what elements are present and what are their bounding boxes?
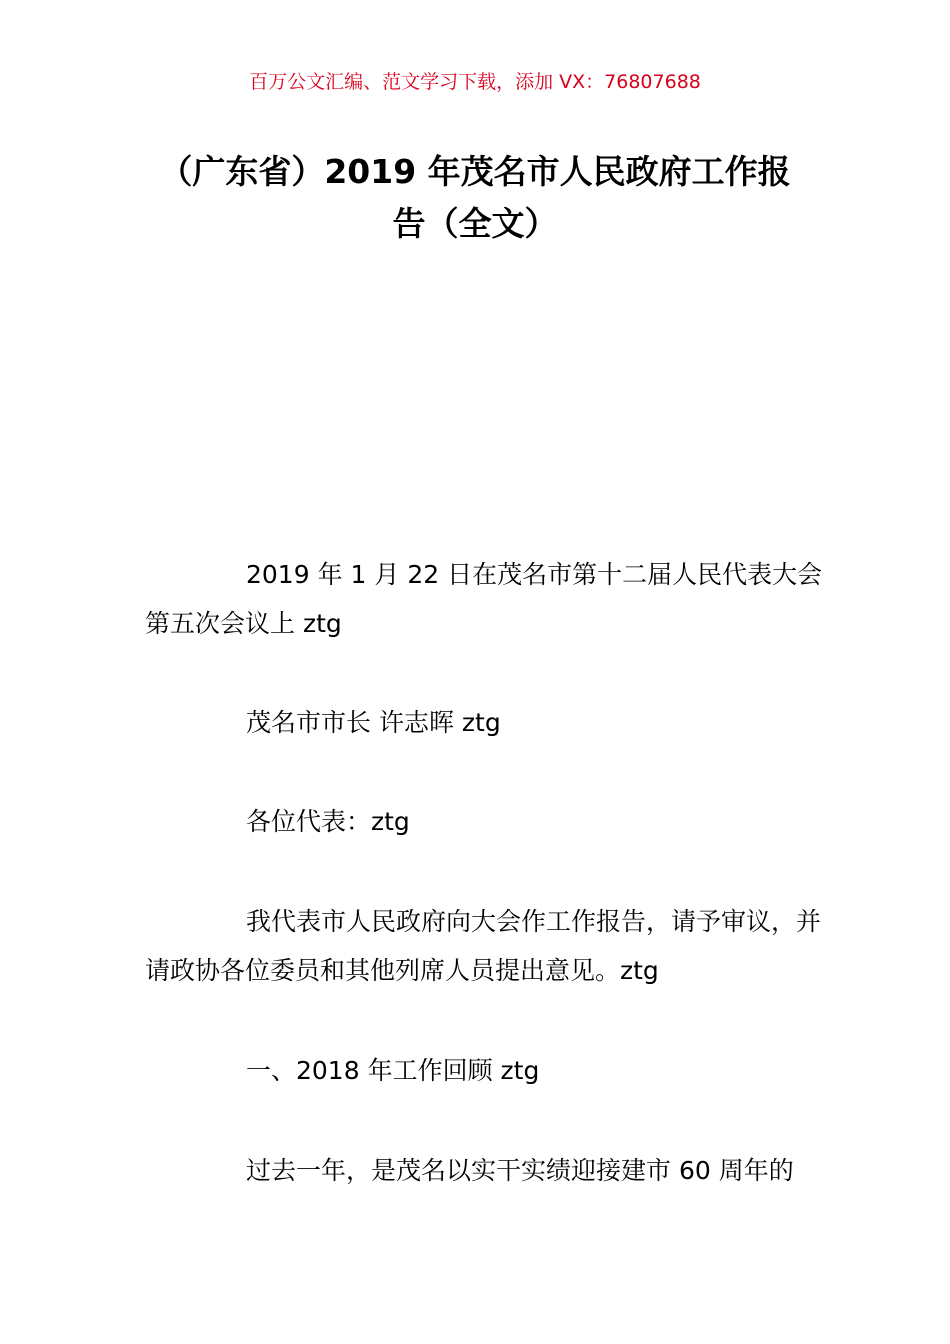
document-title xyxy=(130,146,820,250)
document-title-line-1: （广东省）2019 年茂名市人民政府工作报 xyxy=(159,152,791,191)
paragraph-review-start: 过去一年，是茂名以实干实绩迎接建市 60 周年的 xyxy=(246,1156,794,1185)
section-heading-review: 一、2018 年工作回顾 ztg xyxy=(246,1056,540,1085)
document-title-line-2: 告（全文） xyxy=(392,204,558,243)
header-contact-note: 百万公文汇编、范文学习下载，添加 VX：76807688 xyxy=(249,71,701,93)
paragraph-meeting-info: 2019 年 1 月 22 日在茂名市第十二届人民代表大会第五次会议上 ztg xyxy=(145,560,823,638)
paragraph-speaker: 茂名市市长 许志晖 ztg xyxy=(246,708,501,737)
paragraph-salutation: 各位代表：ztg xyxy=(246,807,410,836)
paragraph-introduction: 我代表市人民政府向大会作工作报告，请予审议，并请政协各位委员和其他列席人员提出意见。ztg xyxy=(145,907,822,985)
